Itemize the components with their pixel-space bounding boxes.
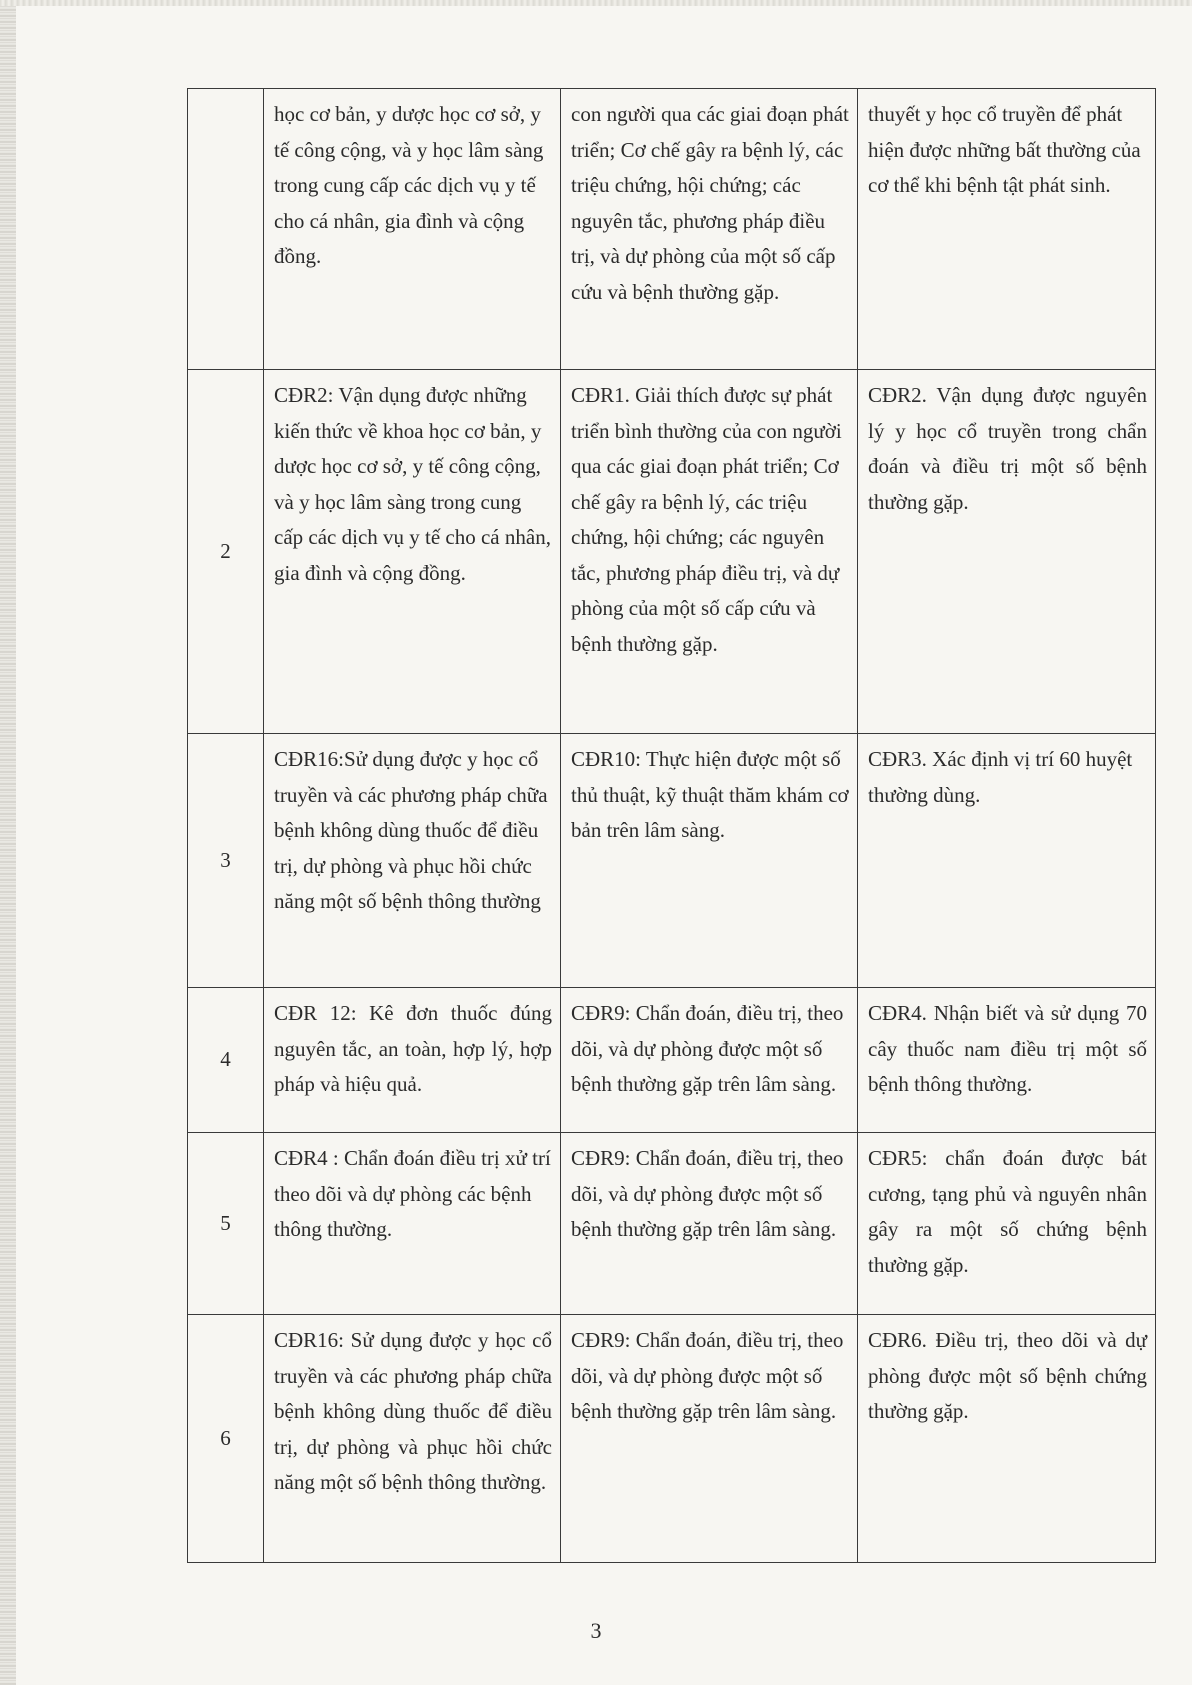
page-number: 3	[590, 1618, 602, 1643]
table-row	[188, 734, 1156, 988]
course-outcome-cell: CĐR4. Nhận biết và sử dụng 70 cây thuốc nam điều trị một số bệnh thông thường.	[858, 988, 1156, 1133]
program-outcome-cell: CĐR 12: Kê đơn thuốc đúng nguyên tắc, an toàn, hợp lý, hợp pháp và hiệu quả.	[264, 988, 561, 1133]
course-outcome-cell: CĐR3. Xác định vị trí 60 huyệt thường dùng.	[858, 734, 1156, 988]
row-number: 5	[188, 1133, 264, 1315]
module-outcome-cell: CĐR10: Thực hiện được một số thủ thuật, kỹ thuật thăm khám cơ bản trên lâm sàng.	[561, 734, 858, 988]
program-outcome-cell: CĐR4 : Chẩn đoán điều trị xử trí theo dõi và dự phòng các bệnh thông thường.	[264, 1133, 561, 1315]
table-row	[188, 1133, 1156, 1315]
table-row	[188, 1315, 1156, 1563]
row-number: 3	[188, 734, 264, 988]
row-number: 4	[188, 988, 264, 1133]
row-number: 6	[188, 1315, 264, 1563]
program-outcome-cell: CĐR16: Sử dụng được y học cổ truyền và các phương pháp chữa bệnh không dùng thuốc để điều trị, dự phòng và phục hồi chức năng một số bệnh thông thường.	[264, 1315, 561, 1563]
course-outcome-cell: thuyết y học cổ truyền để phát hiện được những bất thường của cơ thể khi bệnh tật phát sinh.	[858, 89, 1156, 370]
program-outcome-cell: CĐR16:Sử dụng được y học cổ truyền và các phương pháp chữa bệnh không dùng thuốc để điều trị, dự phòng và phục hồi chức năng một số bệnh thông thường	[264, 734, 561, 988]
module-outcome-cell: CĐR1. Giải thích được sự phát triển bình thường của con người qua các giai đoạn phát triển; Cơ chế gây ra bệnh lý, các triệu chứng, hội chứng; các nguyên tắc, phương pháp điều trị, và dự phòng của một số cấp cứu và bệnh thường gặp.	[561, 370, 858, 734]
course-outcome-cell: CĐR2. Vận dụng được nguyên lý y học cổ truyền trong chẩn đoán và điều trị một số bệnh thường gặp.	[858, 370, 1156, 734]
scan-edge	[0, 0, 16, 1685]
module-outcome-cell: CĐR9: Chẩn đoán, điều trị, theo dõi, và dự phòng được một số bệnh thường gặp trên lâm sàng.	[561, 1315, 858, 1563]
program-outcome-cell: CĐR2: Vận dụng được những kiến thức về khoa học cơ bản, y dược học cơ sở, y tế công cộng, và y học lâm sàng trong cung cấp các dịch vụ y tế cho cá nhân, gia đình và cộng đồng.	[264, 370, 561, 734]
table-row	[188, 370, 1156, 734]
table-row	[188, 89, 1156, 370]
row-number: 2	[188, 370, 264, 734]
course-outcome-cell: CĐR5: chẩn đoán được bát cương, tạng phủ và nguyên nhân gây ra một số chứng bệnh thường gặp.	[858, 1133, 1156, 1315]
row-number	[188, 89, 264, 370]
module-outcome-cell: CĐR9: Chẩn đoán, điều trị, theo dõi, và dự phòng được một số bệnh thường gặp trên lâm sàng.	[561, 1133, 858, 1315]
outcomes-table	[187, 88, 1156, 1563]
module-outcome-cell: con người qua các giai đoạn phát triển; Cơ chế gây ra bệnh lý, các triệu chứng, hội chứng; các nguyên tắc, phương pháp điều trị, và dự phòng của một số cấp cứu và bệnh thường gặp.	[561, 89, 858, 370]
scan-top-edge	[0, 0, 1192, 6]
course-outcome-cell: CĐR6. Điều trị, theo dõi và dự phòng được một số bệnh chứng thường gặp.	[858, 1315, 1156, 1563]
module-outcome-cell: CĐR9: Chẩn đoán, điều trị, theo dõi, và dự phòng được một số bệnh thường gặp trên lâm sàng.	[561, 988, 858, 1133]
table-row	[188, 988, 1156, 1133]
program-outcome-cell: học cơ bản, y dược học cơ sở, y tế công cộng, và y học lâm sàng trong cung cấp các dịch vụ y tế cho cá nhân, gia đình và cộng đồng.	[264, 89, 561, 370]
